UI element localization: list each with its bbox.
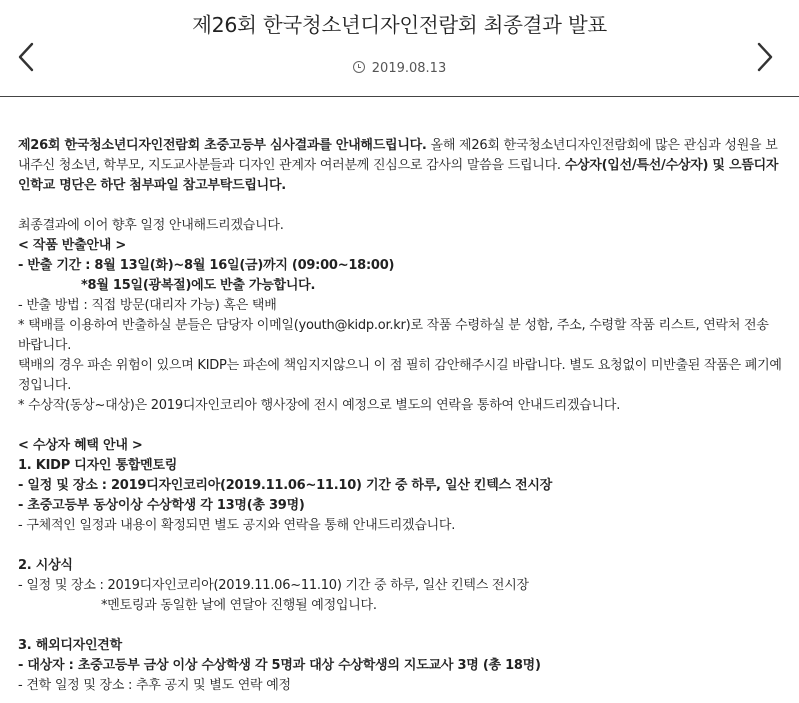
mentoring-heading: 1. KIDP 디자인 통합멘토링 — [18, 458, 178, 473]
prev-post-button[interactable] — [15, 40, 39, 74]
mentoring-target: - 초중고등부 동상이상 수상학생 각 13명(총 39명) — [18, 498, 305, 513]
spacer — [18, 616, 783, 636]
return-period: - 반출 기간 : 8월 13일(화)~8월 16일(금)까지 (09:00~18:00) — [18, 258, 395, 273]
chevron-left-icon — [15, 40, 39, 74]
article-body — [18, 136, 783, 696]
tour-target: - 대상자 : 초중고등부 금상 이상 수상학생 각 5명과 대상 수상학생의 지도교사 3명 (총 18명) — [18, 658, 541, 673]
benefits-heading: < 수상자 혜택 안내 > — [18, 438, 143, 453]
schedule-intro: 최종결과에 이어 향후 일정 안내해드리겠습니다. — [18, 218, 284, 233]
next-post-button[interactable] — [752, 40, 776, 74]
intro-paragraph — [18, 136, 783, 196]
spacer — [18, 196, 783, 216]
return-method: - 반출 방법 : 직접 방문(대리자 가능) 혹은 택배 — [18, 298, 277, 313]
mentoring-schedule: - 일정 및 장소 : 2019디자인코리아(2019.11.06~11.10) 기간 중 하루, 일산 킨텍스 전시장 — [18, 478, 553, 493]
ceremony-schedule: - 일정 및 장소 : 2019디자인코리아(2019.11.06~11.10) 기간 중 하루, 일산 킨텍스 전시장 — [18, 578, 529, 593]
article-header — [0, 0, 799, 97]
mentoring-note: - 구체적인 일정과 내용이 확정되면 별도 공지와 연락을 통해 안내드리겠습니다. — [18, 518, 456, 533]
return-note: *8월 15일(광복절)에도 반출 가능합니다. — [81, 278, 316, 293]
post-date — [0, 61, 799, 76]
chevron-right-icon — [752, 40, 776, 74]
clock-icon — [353, 61, 365, 73]
header-divider — [0, 96, 799, 97]
return-heading: < 작품 반출안내 > — [18, 238, 126, 253]
tour-schedule: - 견학 일정 및 장소 : 추후 공지 및 별도 연락 예정 — [18, 678, 291, 693]
spacer — [18, 416, 783, 436]
intro-text-1: 올해 제26회 한국청소년디자인전람회에 많은 관심과 성원을 보내주신 청소년, 학부모, 지도교사분들과 디자인 관계자 여러분께 진심으로 감사의 말씀을 드립니다. — [18, 138, 778, 173]
ceremony-note: *멘토링과 동일한 날에 연달아 진행될 예정입니다. — [101, 598, 377, 613]
spacer — [18, 536, 783, 556]
damage-note: 택배의 경우 파손 위험이 있으며 KIDP는 파손에 책임지지않으니 이 점 필히 감안해주시길 바랍니다. 별도 요청없이 미반출된 작품은 폐기예정입니다. — [18, 358, 782, 393]
post-date-text: 2019.08.13 — [371, 61, 447, 76]
intro-bold-2: 수상자(입선/특선/수상자) 및 으뜸디자인학교 명단은 하단 첨부파일 참고부탁드립니다. — [18, 158, 779, 193]
courier-note: * 택배를 이용하여 반출하실 분들은 담당자 이메일(youth@kidp.or.kr)로 작품 수령하실 분 성함, 주소, 수령할 작품 리스트, 연락처 전송 바랍니다. — [18, 318, 769, 353]
intro-bold-1: 제26회 한국청소년디자인전람회 초중고등부 심사결과를 안내해드립니다. — [18, 138, 427, 153]
tour-heading: 3. 해외디자인견학 — [18, 638, 122, 653]
ceremony-heading: 2. 시상식 — [18, 558, 73, 573]
award-display-note: * 수상작(동상~대상)은 2019디자인코리아 행사장에 전시 예정으로 별도의 연락을 통하여 안내드리겠습니다. — [18, 398, 621, 413]
page-title: 제26회 한국청소년디자인전람회 최종결과 발표 — [192, 13, 607, 37]
